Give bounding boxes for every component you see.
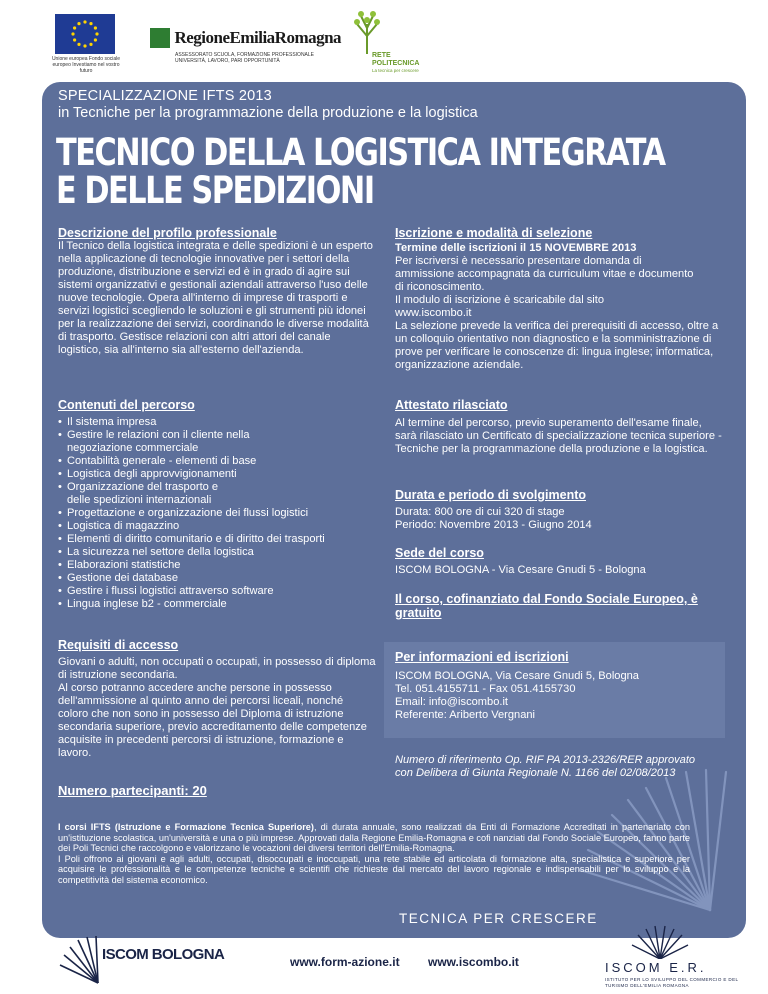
iscrizione-line-2: Il modulo di iscrizione è scaricabile dal sito www.iscombo.it	[395, 294, 605, 319]
durata-line-1: Durata: 800 ore di cui 320 di stage	[395, 506, 565, 518]
iscom-er-name: ISCOM E.R.	[605, 960, 707, 975]
list-item: • Logistica di magazzino	[58, 520, 376, 533]
iscom-er-rays-icon	[630, 925, 690, 959]
iscom-bologna-name: ISCOM BOLOGNA	[102, 946, 225, 963]
regione-mark-icon	[150, 28, 170, 48]
descrizione-heading: Descrizione del profilo professionale	[58, 226, 277, 240]
info-referente: Referente: Ariberto Vergnani	[395, 709, 535, 721]
contenuti-list	[58, 416, 376, 611]
info-address: ISCOM BOLOGNA, Via Cesare Gnudi 5, Bologna	[395, 670, 639, 682]
durata-heading: Durata e periodo di svolgimento	[395, 488, 586, 502]
rete-name: RETE POLITECNICA	[372, 52, 420, 67]
regione-name: RegioneEmiliaRomagna	[174, 28, 342, 47]
attestato-text: Al termine del percorso, previo superamento dell'esame finale, sarà rilasciato un Certificato di specializzazione tecnica superiore - Tecniche per la programmazione della produzione e la logistica.	[395, 417, 722, 455]
list-item: • Gestione dei database	[58, 572, 376, 585]
contenuti-heading: Contenuti del percorso	[58, 398, 195, 412]
info-email: Email: info@iscombo.it	[395, 696, 508, 708]
course-subkicker: in Tecniche per la programmazione della produzione e la logistica	[58, 105, 478, 121]
ifts-note-text2: I Poli offrono ai giovani e agli adulti, occupati, disoccupati e inoccupati, una rete stabile ed articolata di formazione alta, specialistica e superiore per acquisire le professionalità e le competenze tecniche e scientifi che richieste dal mercato del lavoro regionale e indispensabili per lo sviluppo e la competitività del sistema economico.	[58, 853, 690, 885]
list-item: • Lingua inglese b2 - commerciale	[58, 598, 376, 611]
regione-subtitle: ASSESSORATO SCUOLA, FORMAZIONE PROFESSIONALE UNIVERSITÀ, LAVORO, PARI OPPORTUNITÀ	[175, 52, 315, 64]
course-kicker: SPECIALIZZAZIONE IFTS 2013	[58, 88, 272, 104]
durata-line-2: Periodo: Novembre 2013 - Giugno 2014	[395, 519, 592, 531]
ifts-note-bold: I corsi IFTS (Istruzione e Formazione Tecnica Superiore)	[58, 822, 314, 832]
requisiti-paragraph-1: Giovani o adulti, non occupati o occupati, in possesso di diploma di istruzione secondaria.	[58, 656, 376, 681]
sede-heading: Sede del corso	[395, 546, 484, 560]
info-phone: Tel. 051.4155711 - Fax 051.4155730	[395, 683, 576, 695]
iscom-er-logo	[630, 925, 690, 964]
ifts-note	[58, 822, 690, 885]
descrizione-text: Il Tecnico della logistica integrata e delle spedizioni è un esperto nella applicazione di tecnologie innovative per i settori della produzione, distribuzione e servizi ed è in grado di agire sui sistemi organizzativi e gestionali aziendali attraverso l'uso delle nuove tecnologie. Opera all'interno di imprese di trasporti e servizi logistici scegliendo le soluzioni e gli strumenti più idonei per la realizzazione dei servizi, coordinando le diverse modalità di trasporto. Gestisce relazioni con altri attori del canale logistico, sia all'interno sia all'esterno dell'azienda.	[58, 240, 373, 356]
ifts-note-text1: , di durata annuale, sono realizzati da Enti di Formazione Accreditati in partenariato con un'istituzione scolastica, un'università e una o più imprese. Approvati dalla Regione Emilia-Romagna e cofi nanziati dal Fondo Sociale Europeo, fanno parte dei Poli Tecnici che raccolgono e valorizzano le vocazioni dei diversi territori dell'Emilia-Romagna.	[58, 822, 690, 853]
riferimento-text: Numero di riferimento Op. RIF PA 2013-2326/RER approvato con Delibera di Giunta Regionale N. 1166 del 02/08/2013	[395, 754, 696, 779]
rete-tagline: La tecnica per crescere	[372, 68, 419, 73]
tree-icon	[352, 10, 382, 54]
eu-logo-text: Unione europea Fondo sociale europeo Investiamo nel vostro futuro	[51, 56, 121, 74]
requisiti-text	[58, 656, 376, 760]
page-title-line2: E DELLE SPEDIZIONI	[56, 169, 374, 212]
gratuito-statement: Il corso, cofinanziato dal Fondo Sociale Europeo, è gratuito	[395, 592, 698, 620]
numero-partecipanti: Numero partecipanti: 20	[58, 783, 207, 798]
requisiti-heading: Requisiti di accesso	[58, 638, 179, 652]
iscrizione-line-1: Per iscriversi è necessario presentare domanda di ammissione accompagnata da curriculum vitae e documento di riconoscimento.	[395, 255, 694, 293]
tagline: TECNICA PER CRESCERE	[399, 911, 598, 926]
eu-stars-icon	[55, 14, 115, 54]
page-title-line1: TECNICO DELLA LOGISTICA INTEGRATA	[56, 131, 665, 174]
regione-logo	[150, 28, 341, 48]
sede-text: ISCOM BOLOGNA - Via Cesare Gnudi 5 - Bologna	[395, 564, 646, 576]
list-item: • Progettazione e organizzazione dei flussi logistici	[58, 507, 376, 520]
info-heading: Per informazioni ed iscrizioni	[395, 650, 569, 664]
list-item: • Gestire i flussi logistici attraverso software	[58, 585, 376, 598]
requisiti-paragraph-2: Al corso potranno accedere anche persone in possesso dell'ammissione al quinto anno dei percorsi liceali, nonché coloro che non sono in possesso del Diploma di istruzione secondaria superiore, previo accreditamento delle competenze acquisite in precedenti percorsi di istruzione, formazione e lavoro.	[58, 682, 367, 759]
iscom-er-subtitle: ISTITUTO PER LO SVILUPPO DEL COMMERCIO E DEL TURISMO DELL'EMILIA ROMAGNA	[605, 977, 739, 988]
iscom-bologna-logo	[58, 935, 102, 992]
list-item: • Elementi di diritto comunitario e di diritto dei trasporti	[58, 533, 376, 546]
list-item: • Elaborazioni statistiche	[58, 559, 376, 572]
list-item: • Organizzazione del trasporto e delle spedizioni internazionali	[58, 481, 237, 507]
eu-flag-logo	[55, 14, 115, 54]
iscrizione-deadline: Termine delle iscrizioni il 15 NOVEMBRE 2013	[395, 242, 637, 254]
iscombo-link[interactable]: www.iscombo.it	[428, 955, 519, 969]
iscrizione-heading: Iscrizione e modalità di selezione	[395, 226, 593, 240]
iscrizione-text	[395, 242, 725, 372]
list-item: • Gestire le relazioni con il cliente nella negoziazione commerciale	[58, 429, 257, 455]
form-azione-link[interactable]: www.form-azione.it	[290, 955, 400, 969]
iscom-rays-icon	[58, 935, 102, 987]
durata-text	[395, 506, 725, 532]
list-item: • La sicurezza nel settore della logistica	[58, 546, 376, 559]
attestato-heading: Attestato rilasciato	[395, 398, 508, 412]
info-text	[395, 670, 715, 722]
list-item: • Contabilità generale - elementi di base	[58, 455, 376, 468]
iscrizione-line-3: La selezione prevede la verifica dei prerequisiti di accesso, oltre a un colloquio orientativo non diagnostico e la somministrazione di prove per verificare le conoscenze di: lingua inglese; informatica, organizzazione aziendale.	[395, 320, 719, 371]
list-item: • Logistica degli approvvigionamenti	[58, 468, 376, 481]
list-item: • Il sistema impresa	[58, 416, 376, 429]
